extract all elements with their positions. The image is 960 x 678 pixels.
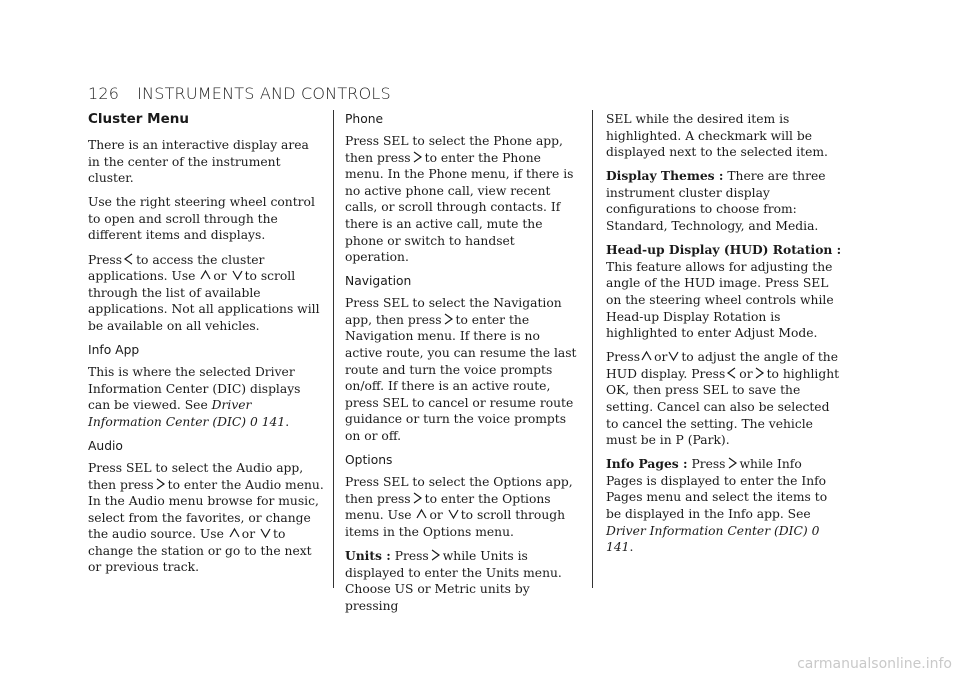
down-arrow-icon — [232, 268, 243, 282]
column-2 — [345, 111, 581, 622]
text: or — [739, 366, 753, 381]
paragraph: There is an interactive display area in the center of the instrument cluster. — [88, 138, 309, 186]
display-themes-term: Display Themes : — [606, 168, 724, 184]
cluster-menu-title: Cluster Menu — [88, 111, 189, 127]
text: Press — [394, 548, 429, 563]
phone-heading: Phone — [345, 112, 384, 126]
navigation-heading: Navigation — [345, 274, 412, 289]
paragraph — [88, 252, 324, 335]
up-arrow-icon — [229, 526, 240, 540]
text: to enter the Audio menu. In the Audio menu browse for music, select from the favorites, or change the audio source. Use — [88, 477, 324, 542]
text: to scroll through items in the Options menu. — [345, 508, 566, 539]
column-divider — [333, 110, 334, 588]
section-title: INSTRUMENTS AND CONTROLS — [137, 84, 391, 103]
text: to change the station or go to the next or previous track. — [88, 527, 312, 575]
text: . — [629, 540, 634, 555]
page-number: 126 — [88, 84, 120, 103]
paragraph — [606, 242, 842, 342]
dic-reference-link[interactable]: Driver Information Center (DIC) — [606, 523, 808, 538]
watermark: carmanualsonline.info — [797, 656, 952, 672]
up-arrow-icon — [416, 507, 427, 521]
text: . — [285, 414, 290, 429]
text: Press SEL to select the Phone app, then press — [345, 134, 563, 165]
text: or — [429, 508, 443, 523]
text: Press SEL to select the Audio app, then press — [88, 460, 304, 492]
text: There are three instrument cluster display configurations to choose from: Standard, Technology, and Media. — [606, 169, 826, 234]
text: This feature allows for adjusting the angle of the HUD image. Press SEL on the steering wheel controls while Head-up Display Rotation is highlighted to enter Adjust Mode. — [606, 259, 834, 341]
text: or — [213, 269, 227, 284]
column-3 — [606, 111, 842, 563]
paragraph — [88, 460, 324, 576]
paragraph — [345, 295, 581, 444]
text: while Units is displayed to enter the Units menu. Choose US or Metric units by pressing — [345, 548, 562, 613]
page-reference: 0 141 — [606, 523, 820, 555]
text: Press — [606, 350, 641, 365]
audio-heading: Audio — [88, 438, 123, 453]
down-arrow-icon — [260, 526, 271, 540]
hud-rotation-term: Head-up Display (HUD) Rotation : — [606, 242, 842, 258]
units-term: Units : — [345, 547, 391, 563]
paragraph — [345, 474, 581, 540]
text: or — [654, 350, 668, 365]
options-heading: Options — [345, 453, 393, 468]
page-header — [88, 84, 391, 103]
right-arrow-icon — [412, 491, 423, 505]
paragraph — [345, 548, 581, 614]
text: to adjust the angle of the HUD display. Press — [606, 350, 839, 381]
text: to access the cluster applications. Use — [88, 252, 265, 284]
left-arrow-icon — [123, 252, 134, 266]
text: Press — [88, 252, 123, 267]
paragraph: SEL while the desired item is highlighted. A checkmark will be displayed next to the selected item. — [606, 112, 828, 160]
column-1 — [88, 111, 324, 584]
info-app-heading: Info App — [88, 343, 140, 358]
text: This is where the selected Driver Information Center (DIC) displays can be viewed. See — [88, 365, 301, 413]
paragraph — [345, 133, 581, 266]
dic-reference-link[interactable]: Driver Information Center (DIC) — [88, 398, 252, 429]
text: Press SEL to select the Navigation app, then press — [345, 296, 562, 327]
text: to highlight OK, then press SEL to save the setting. Cancel can also be selected to cancel the setting. The vehicle must be in P (Park). — [606, 366, 840, 448]
down-arrow-icon — [448, 507, 459, 521]
right-arrow-icon — [754, 366, 765, 380]
column-divider — [592, 110, 593, 588]
paragraph — [88, 364, 324, 430]
paragraph — [606, 456, 842, 556]
text: or — [241, 527, 256, 542]
text: Press SEL to select the Options app, then press — [345, 475, 573, 506]
down-arrow-icon — [668, 349, 679, 363]
text: while Info Pages is displayed to enter the Info Pages menu and select the items to be displayed in the Info app. See — [606, 457, 828, 522]
paragraph: Use the right steering wheel control to open and scroll through the different items and displays. — [88, 195, 315, 243]
up-arrow-icon — [641, 349, 652, 363]
page-reference: 0 141 — [249, 414, 286, 429]
left-arrow-icon — [726, 366, 737, 380]
text: to enter the Options menu. Use — [345, 491, 551, 523]
right-arrow-icon — [727, 456, 738, 470]
text: Press — [691, 457, 726, 472]
paragraph — [606, 168, 842, 234]
right-arrow-icon — [443, 312, 454, 326]
text: to scroll through the list of available applications. Not all applications will be available on all vehicles. — [88, 269, 320, 333]
right-arrow-icon — [155, 477, 166, 491]
text: to enter the Phone menu. In the Phone menu, if there is no active phone call, view recent calls, or scroll through contacts. If there is an active call, mute the phone or switch to handset operation. — [345, 150, 574, 265]
text: to enter the Navigation menu. If there is no active route, you can resume the last route and turn the voice prompts on/off. If there is an active route, press SEL to cancel or resume route guidance or turn the voice prompts on or off. — [345, 312, 577, 443]
right-arrow-icon — [412, 150, 423, 164]
up-arrow-icon — [200, 268, 211, 282]
right-arrow-icon — [430, 548, 441, 562]
paragraph — [606, 349, 842, 449]
info-pages-term: Info Pages : — [606, 456, 688, 472]
